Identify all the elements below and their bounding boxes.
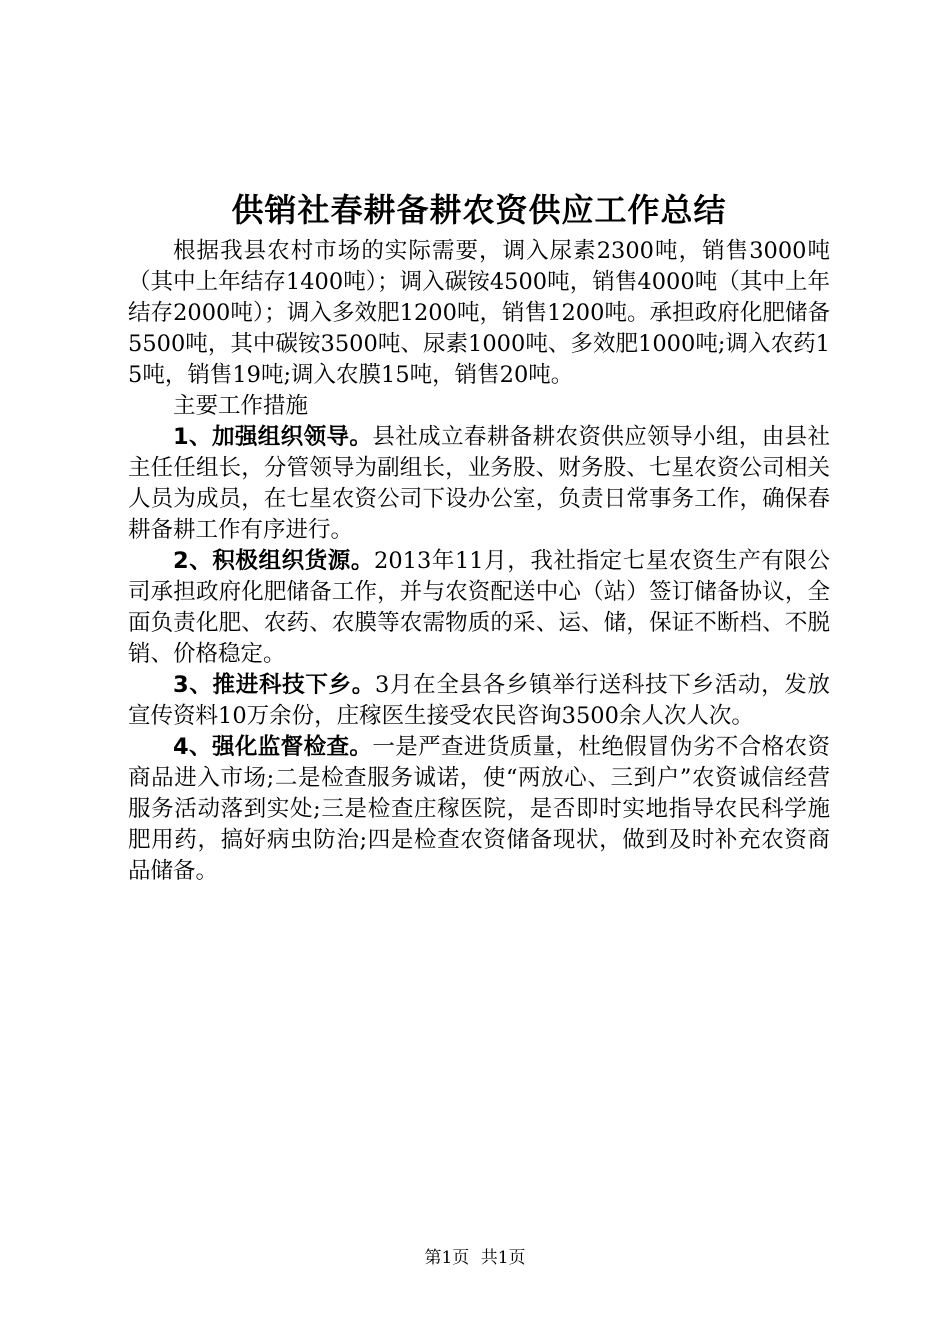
measure-paragraph-2: [128, 546, 830, 670]
measure-lead-4: 4、强化监督检查。: [173, 734, 373, 760]
measure-text-2: 2013年11月，我社指定七星农资生产有限公司承担政府化肥储备工作，并与农资配送中心（站）签订储备协议，全面负责化肥、农药、农膜等农需物质的采、运、储，保证不断档、不脱销、价格稳定。: [128, 548, 830, 667]
page-number: 第1页: [424, 1248, 470, 1268]
measure-text-1: 县社成立春耕备耕农资供应领导小组，由县社主任任组长，分管领导为副组长，业务股、财务股、七星农资公司相关人员为成员，在七星农资公司下设办公室，负责日常事务工作，确保春耕备耕工作有序进行。: [128, 424, 831, 543]
page-footer: [0, 1246, 950, 1270]
measure-lead-3: 3、推进科技下乡。: [173, 672, 375, 698]
measure-lead-2: 2、积极组织货源。: [173, 548, 374, 574]
intro-paragraph: 根据我县农村市场的实际需要，调入尿素2300吨，销售3000吨（其中上年结存1400吨）；调入碳铵4500吨，销售4000吨（其中上年结存2000吨）；调入多效肥1200吨，销售1200吨。承担政府化肥储备5500吨，其中碳铵3500吨、尿素1000吨、多效肥1000吨;调入农药15吨，销售19吨;调入农膜15吨，销售20吨。: [128, 238, 830, 388]
measure-paragraph-3: [128, 670, 830, 732]
measure-lead-1: 1、加强组织领导。: [173, 424, 373, 450]
measure-text-3: 3月在全县各乡镇举行送科技下乡活动，发放宣传资料10万余份，庄稼医生接受农民咨询3500余人次人次。: [128, 672, 830, 729]
measure-paragraph-4: [128, 732, 830, 887]
measure-text-4: 一是严查进货质量，杜绝假冒伪劣不合格农资商品进入市场;二是检查服务诚诺，使“两放心、三到户”农资诚信经营服务活动落到实处;三是检查庄稼医院，是否即时实地指导农民科学施肥用药，搞好病虫防治;四是检查农资储备现状，做到及时补充农资商品储备。: [128, 734, 831, 884]
document-body: [128, 236, 830, 887]
document-title: 供销社春耕备耕农资供应工作总结: [231, 191, 727, 229]
page-total: 共1页: [480, 1248, 526, 1268]
measure-paragraph-1: [128, 422, 830, 546]
section-heading: 主要工作措施: [173, 393, 309, 419]
